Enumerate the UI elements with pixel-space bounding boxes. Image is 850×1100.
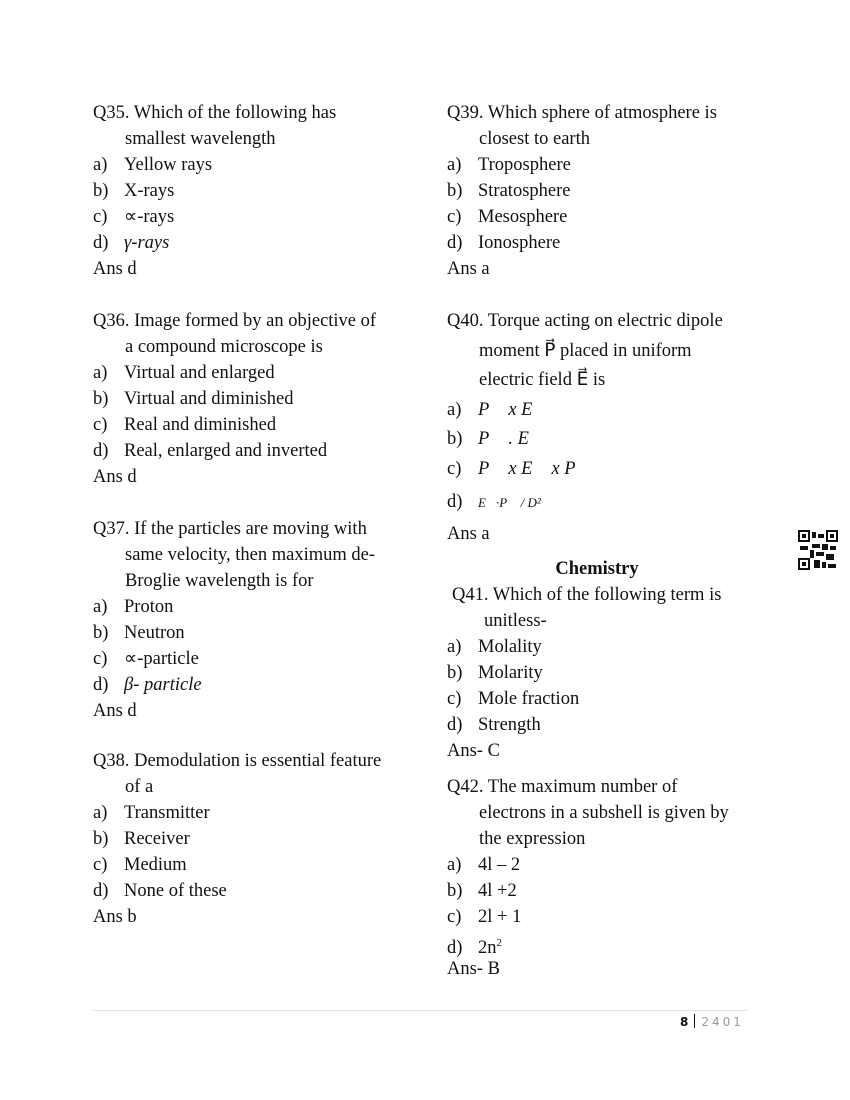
option-label: c) [447, 458, 462, 479]
option-label: a) [447, 636, 462, 657]
answer-option [447, 904, 777, 930]
answer-option [93, 620, 423, 646]
question-text: of a [125, 777, 154, 797]
option-text: Real, enlarged and inverted [124, 441, 328, 461]
answer-key: Ans d [93, 701, 137, 721]
question-text: electric field E⃗ is [479, 370, 606, 390]
answer-option [447, 396, 777, 426]
answer-option [447, 484, 777, 520]
question-text: a compound microscope is [125, 337, 323, 357]
option-text: Medium [124, 855, 187, 875]
option-label: d) [447, 937, 463, 958]
answer-option [447, 152, 777, 178]
option-text: $2n^2$ [478, 936, 502, 958]
option-text: Mole fraction [478, 688, 580, 709]
option-label: d) [447, 233, 463, 253]
question-block [93, 516, 423, 724]
option-text: ∝-rays [124, 207, 175, 227]
answer-key: Ans d [93, 259, 137, 279]
answer-option [447, 660, 777, 686]
option-label: b) [93, 829, 109, 849]
answer-option [447, 930, 777, 956]
page-footer [680, 1014, 744, 1029]
question-title: Q35. Which of the following has [93, 103, 337, 123]
answer-option [93, 878, 423, 904]
option-text: Stratosphere [478, 181, 571, 201]
option-label: b) [447, 880, 463, 901]
answer-option [93, 646, 423, 672]
option-text: X-rays [124, 181, 175, 201]
answer-option [447, 230, 777, 256]
fraction-expression: E⃗·P⃗ / D² [478, 494, 541, 510]
option-label: a) [93, 363, 108, 383]
answer-option [93, 178, 423, 204]
answer-option [93, 412, 423, 438]
option-text: Molality [478, 636, 542, 657]
option-text: Receiver [124, 829, 190, 849]
answer-option [447, 634, 777, 660]
answer-option [447, 204, 777, 230]
answer-option [93, 386, 423, 412]
answer-option [93, 204, 423, 230]
answer-option [447, 178, 777, 204]
option-text: Virtual and diminished [124, 389, 294, 409]
question-block [447, 774, 777, 982]
question-block [93, 100, 423, 282]
option-label: b) [447, 662, 463, 683]
option-text: 2l + 1 [478, 906, 522, 927]
question-title: Q39. Which sphere of atmosphere is [447, 103, 717, 123]
option-text: Real and diminished [124, 415, 277, 435]
answer-option [447, 878, 777, 904]
question-block [447, 100, 777, 282]
qr-code-icon [798, 530, 838, 570]
question-text: electrons in a subshell is given by [479, 802, 729, 823]
option-label: d) [447, 492, 463, 512]
superscript: 2 [496, 936, 502, 949]
option-text: β- particle [124, 675, 202, 695]
option-text: ∝-particle [124, 649, 199, 669]
option-label: b) [93, 181, 109, 201]
question-block [447, 307, 777, 550]
left-column [93, 100, 423, 930]
question-text: the expression [479, 828, 586, 849]
option-label: a) [447, 399, 462, 420]
question-block [447, 582, 777, 764]
option-text: Ionosphere [478, 233, 561, 253]
option-label: a) [447, 854, 462, 875]
answer-key: Ans a [447, 259, 490, 279]
answer-key: Ans d [93, 467, 137, 487]
answer-option [93, 852, 423, 878]
answer-option [93, 360, 423, 386]
answer-option [93, 826, 423, 852]
question-title: Q42. The maximum number of [447, 776, 678, 797]
option-label: d) [93, 675, 109, 695]
option-label: c) [447, 906, 462, 927]
answer-option [93, 594, 423, 620]
answer-option [93, 800, 423, 826]
question-title: Q37. If the particles are moving with [93, 519, 367, 539]
question-block [93, 308, 423, 490]
option-label: c) [93, 855, 108, 875]
question-text: moment P⃗ placed in uniform [479, 340, 692, 361]
option-text: Virtual and enlarged [124, 363, 275, 383]
question-text: closest to earth [479, 129, 590, 149]
option-label: c) [447, 207, 462, 227]
option-text: Neutron [124, 623, 185, 643]
answer-key: Ans- B [447, 958, 500, 979]
answer-option [93, 152, 423, 178]
option-label: a) [93, 155, 108, 175]
answer-option [447, 455, 777, 485]
answer-key: Ans a [447, 524, 490, 544]
option-text: None of these [124, 881, 227, 901]
option-label: b) [447, 181, 463, 201]
option-text: 4l – 2 [478, 854, 521, 875]
option-label: c) [93, 207, 108, 227]
question-text: Broglie wavelength is for [125, 571, 314, 591]
answer-option [93, 230, 423, 256]
option-text: P⃗ x E⃗ x P⃗ [478, 458, 590, 479]
option-label: b) [447, 429, 463, 449]
footer-divider [93, 1010, 748, 1011]
question-text: unitless- [484, 610, 547, 631]
answer-option [447, 686, 777, 712]
answer-option [93, 438, 423, 464]
option-text: Transmitter [124, 803, 210, 823]
option-label: c) [447, 688, 462, 709]
document-code: 2401 [701, 1015, 744, 1029]
option-label: d) [93, 233, 109, 253]
option-label: d) [93, 441, 109, 461]
option-text: Proton [124, 597, 174, 617]
answer-option [447, 712, 777, 738]
answer-key: Ans- C [447, 740, 500, 761]
option-label: c) [93, 415, 108, 435]
question-title: Q41. Which of the following term is [452, 584, 722, 605]
option-label: b) [93, 389, 109, 409]
section-heading: Chemistry [555, 558, 639, 579]
question-title: Q36. Image formed by an objective of [93, 311, 377, 331]
option-label: d) [93, 881, 109, 901]
footer-separator [694, 1014, 695, 1028]
option-text: Molarity [478, 662, 543, 683]
option-label: a) [93, 803, 108, 823]
answer-key: Ans b [93, 907, 137, 927]
question-title: Q38. Demodulation is essential feature [93, 751, 382, 771]
question-title: Q40. Torque acting on electric dipole [447, 311, 723, 331]
right-column [447, 100, 777, 982]
option-text: Yellow rays [124, 155, 213, 175]
option-text: Mesosphere [478, 207, 568, 227]
option-text: Troposphere [478, 155, 571, 175]
option-text: P⃗ . E⃗ [478, 429, 544, 449]
answer-option [447, 425, 777, 455]
option-text: γ-rays [124, 233, 170, 253]
option-label: a) [447, 155, 462, 175]
page-number: 8 [680, 1015, 689, 1029]
option-label: a) [93, 597, 108, 617]
option-text: 4l +2 [478, 880, 517, 901]
question-text: smallest wavelength [125, 129, 276, 149]
option-label: b) [93, 623, 109, 643]
option-label: c) [93, 649, 108, 669]
option-label: d) [447, 714, 463, 735]
question-text: same velocity, then maximum de- [125, 545, 376, 565]
option-text: Strength [478, 714, 541, 735]
option-text: P⃗ x E⃗ [478, 399, 547, 420]
answer-option [93, 672, 423, 698]
question-block [93, 748, 423, 930]
answer-option [447, 852, 777, 878]
